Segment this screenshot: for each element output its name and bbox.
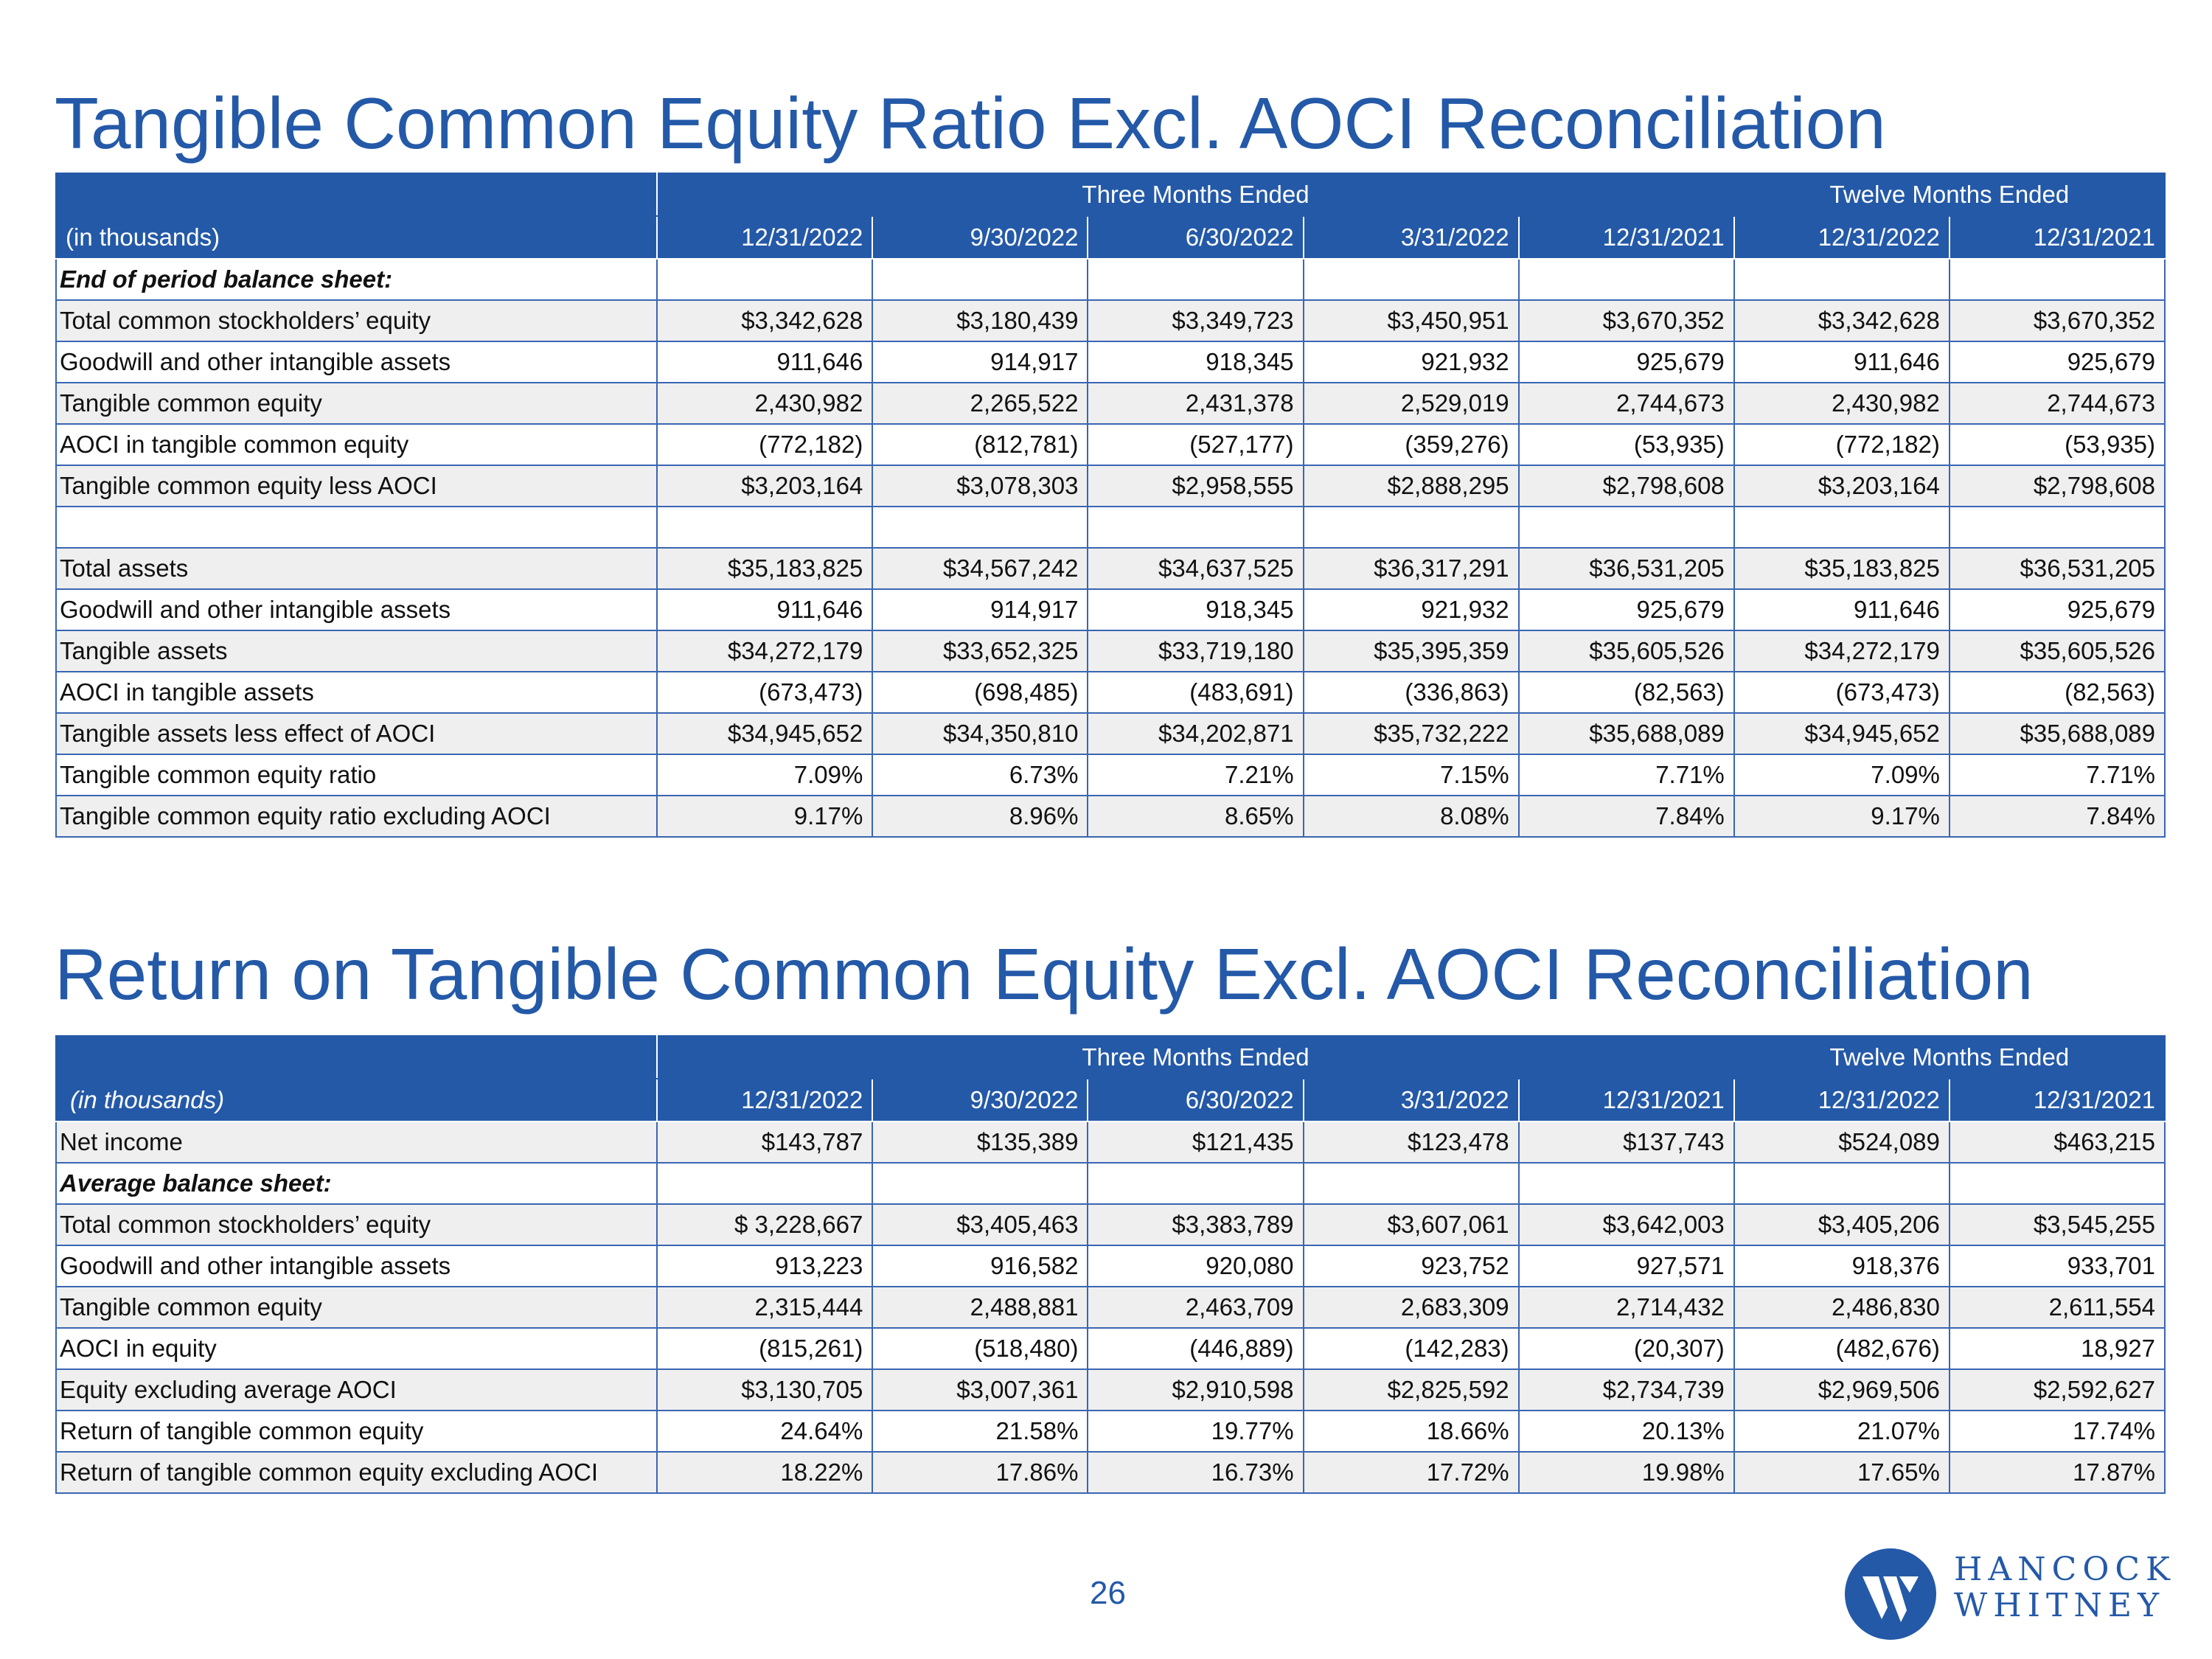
value-cell: 8.08% xyxy=(1304,796,1519,837)
value-cell: $121,435 xyxy=(1088,1121,1303,1163)
row-label: Tangible common equity ratio xyxy=(56,754,657,796)
value-cell: $2,798,608 xyxy=(1950,465,2165,507)
table-row xyxy=(56,796,2165,837)
value-cell: $2,888,295 xyxy=(1304,465,1519,507)
value-cell: $143,787 xyxy=(657,1121,872,1163)
value-cell: 6.73% xyxy=(872,754,1088,796)
value-cell: $35,732,222 xyxy=(1304,713,1519,754)
row-label: Average balance sheet: xyxy=(56,1163,657,1204)
table-row xyxy=(56,1369,2165,1411)
value-cell xyxy=(1950,259,2165,300)
value-cell: 925,679 xyxy=(1950,589,2165,630)
value-cell: $35,395,359 xyxy=(1304,630,1519,672)
value-cell: $463,215 xyxy=(1950,1121,2165,1163)
value-cell: 918,376 xyxy=(1734,1245,1950,1287)
date-header: 6/30/2022 xyxy=(1088,216,1303,259)
value-cell: 918,345 xyxy=(1088,341,1303,383)
table-row xyxy=(56,1204,2165,1245)
value-cell: 911,646 xyxy=(1734,341,1950,383)
table-row xyxy=(56,1328,2165,1369)
value-cell: 21.58% xyxy=(872,1411,1088,1452)
row-label: Return of tangible common equity xyxy=(56,1411,657,1452)
units-label: (in thousands) xyxy=(56,216,657,259)
value-cell: $2,592,627 xyxy=(1950,1369,2165,1411)
value-cell: 18.66% xyxy=(1304,1411,1519,1452)
value-cell: $34,945,652 xyxy=(1734,713,1950,754)
date-header: 3/31/2022 xyxy=(1304,1079,1519,1121)
value-cell: 8.65% xyxy=(1088,796,1303,837)
value-cell: (82,563) xyxy=(1950,672,2165,713)
table-row xyxy=(56,1411,2165,1452)
value-cell: 17.72% xyxy=(1304,1452,1519,1493)
value-cell xyxy=(1734,507,1950,548)
value-cell: 19.77% xyxy=(1088,1411,1303,1452)
table-row xyxy=(56,1287,2165,1328)
blank-header-cell xyxy=(56,1036,657,1079)
value-cell: (772,182) xyxy=(657,424,872,465)
value-cell: $3,342,628 xyxy=(657,300,872,341)
row-label: Total assets xyxy=(56,548,657,589)
date-header: 12/31/2022 xyxy=(1734,216,1950,259)
table-row xyxy=(56,630,2165,672)
value-cell: $3,342,628 xyxy=(1734,300,1950,341)
value-cell: 17.86% xyxy=(872,1452,1088,1493)
value-cell xyxy=(657,507,872,548)
value-cell: 2,463,709 xyxy=(1088,1287,1303,1328)
twelve-months-header: Twelve Months Ended xyxy=(1734,1036,2165,1079)
date-header: 12/31/2021 xyxy=(1519,216,1734,259)
date-header: 6/30/2022 xyxy=(1088,1079,1303,1121)
value-cell: $35,183,825 xyxy=(657,548,872,589)
value-cell: (20,307) xyxy=(1519,1328,1734,1369)
value-cell: (815,261) xyxy=(657,1328,872,1369)
value-cell xyxy=(1519,1163,1734,1204)
value-cell: 911,646 xyxy=(657,589,872,630)
value-cell: $2,969,506 xyxy=(1734,1369,1950,1411)
value-cell: 7.71% xyxy=(1950,754,2165,796)
rotce-title: Return on Tangible Common Equity Excl. AOCI Reconciliation xyxy=(55,933,2034,1015)
table-row xyxy=(56,1163,2165,1204)
value-cell: 2,430,982 xyxy=(1734,383,1950,424)
units-label: (in thousands) xyxy=(56,1079,657,1121)
date-header-row xyxy=(56,216,2165,259)
value-cell: $35,605,526 xyxy=(1950,630,2165,672)
value-cell: $3,383,789 xyxy=(1088,1204,1303,1245)
group-header-row xyxy=(56,1036,2165,1079)
value-cell: 17.65% xyxy=(1734,1452,1950,1493)
value-cell: (673,473) xyxy=(657,672,872,713)
row-label: AOCI in equity xyxy=(56,1328,657,1369)
value-cell: (482,676) xyxy=(1734,1328,1950,1369)
value-cell: $3,642,003 xyxy=(1519,1204,1734,1245)
date-header: 9/30/2022 xyxy=(872,216,1088,259)
table-row xyxy=(56,672,2165,713)
value-cell: $34,202,871 xyxy=(1088,713,1303,754)
value-cell: 7.09% xyxy=(657,754,872,796)
value-cell: $3,670,352 xyxy=(1519,300,1734,341)
row-label: AOCI in tangible assets xyxy=(56,672,657,713)
value-cell: 21.07% xyxy=(1734,1411,1950,1452)
value-cell: 2,683,309 xyxy=(1304,1287,1519,1328)
row-label: Tangible common equity ratio excluding AOCI xyxy=(56,796,657,837)
value-cell: 925,679 xyxy=(1519,589,1734,630)
value-cell: $34,637,525 xyxy=(1088,548,1303,589)
row-label: End of period balance sheet: xyxy=(56,259,657,300)
value-cell: 911,646 xyxy=(1734,589,1950,630)
table-row xyxy=(56,1245,2165,1287)
value-cell: $137,743 xyxy=(1519,1121,1734,1163)
value-cell: (359,276) xyxy=(1304,424,1519,465)
row-label xyxy=(56,507,657,548)
value-cell: 2,315,444 xyxy=(657,1287,872,1328)
row-label: Tangible common equity xyxy=(56,383,657,424)
value-cell: $3,203,164 xyxy=(657,465,872,507)
value-cell: 925,679 xyxy=(1519,341,1734,383)
value-cell: 923,752 xyxy=(1304,1245,1519,1287)
value-cell xyxy=(872,259,1088,300)
value-cell xyxy=(1519,507,1734,548)
value-cell: 2,486,830 xyxy=(1734,1287,1950,1328)
value-cell: 911,646 xyxy=(657,341,872,383)
value-cell: (518,480) xyxy=(872,1328,1088,1369)
value-cell: 24.64% xyxy=(657,1411,872,1452)
twelve-months-header: Twelve Months Ended xyxy=(1734,173,2165,216)
value-cell xyxy=(657,1163,872,1204)
value-cell: $34,272,179 xyxy=(1734,630,1950,672)
date-header: 12/31/2021 xyxy=(1950,216,2165,259)
date-header-row xyxy=(56,1079,2165,1121)
logo-line-2: WHITNEY xyxy=(1954,1587,2165,1625)
three-months-header: Three Months Ended xyxy=(657,1036,1734,1079)
value-cell: 2,744,673 xyxy=(1519,383,1734,424)
value-cell xyxy=(872,1163,1088,1204)
table-row xyxy=(56,383,2165,424)
table-row xyxy=(56,259,2165,300)
value-cell: (698,485) xyxy=(872,672,1088,713)
value-cell: 7.15% xyxy=(1304,754,1519,796)
page-number: 26 xyxy=(1090,1575,1126,1611)
value-cell: $33,652,325 xyxy=(872,630,1088,672)
value-cell xyxy=(1734,1163,1950,1204)
value-cell: 8.96% xyxy=(872,796,1088,837)
value-cell: (483,691) xyxy=(1088,672,1303,713)
value-cell: $3,670,352 xyxy=(1950,300,2165,341)
value-cell xyxy=(1519,259,1734,300)
value-cell: $3,405,206 xyxy=(1734,1204,1950,1245)
logo-wordmark xyxy=(1954,1551,2176,1624)
value-cell: 7.21% xyxy=(1088,754,1303,796)
date-header: 3/31/2022 xyxy=(1304,216,1519,259)
value-cell: $2,910,598 xyxy=(1088,1369,1303,1411)
value-cell: 2,265,522 xyxy=(872,383,1088,424)
value-cell: 933,701 xyxy=(1950,1245,2165,1287)
value-cell: $3,405,463 xyxy=(872,1204,1088,1245)
row-label: Goodwill and other intangible assets xyxy=(56,341,657,383)
value-cell: 2,431,378 xyxy=(1088,383,1303,424)
value-cell xyxy=(1088,507,1303,548)
value-cell: 7.71% xyxy=(1519,754,1734,796)
date-header: 12/31/2022 xyxy=(1734,1079,1950,1121)
value-cell: $3,007,361 xyxy=(872,1369,1088,1411)
value-cell: $3,130,705 xyxy=(657,1369,872,1411)
value-cell: 2,488,881 xyxy=(872,1287,1088,1328)
value-cell: 7.09% xyxy=(1734,754,1950,796)
date-header: 12/31/2021 xyxy=(1950,1079,2165,1121)
value-cell: $36,531,205 xyxy=(1950,548,2165,589)
value-cell: 918,345 xyxy=(1088,589,1303,630)
table-row xyxy=(56,548,2165,589)
value-cell: $524,089 xyxy=(1734,1121,1950,1163)
value-cell: 2,744,673 xyxy=(1950,383,2165,424)
value-cell xyxy=(1950,507,2165,548)
date-header: 12/31/2021 xyxy=(1519,1079,1734,1121)
value-cell: (53,935) xyxy=(1519,424,1734,465)
value-cell: 18.22% xyxy=(657,1452,872,1493)
value-cell: $2,734,739 xyxy=(1519,1369,1734,1411)
tce-ratio-body xyxy=(56,259,2165,837)
value-cell: $36,317,291 xyxy=(1304,548,1519,589)
value-cell: (527,177) xyxy=(1088,424,1303,465)
table-row xyxy=(56,300,2165,341)
value-cell: 17.74% xyxy=(1950,1411,2165,1452)
value-cell: $33,719,180 xyxy=(1088,630,1303,672)
value-cell xyxy=(1304,507,1519,548)
value-cell xyxy=(1734,259,1950,300)
value-cell: 2,611,554 xyxy=(1950,1287,2165,1328)
blank-header-cell xyxy=(56,173,657,216)
value-cell: $ 3,228,667 xyxy=(657,1204,872,1245)
value-cell xyxy=(1304,1163,1519,1204)
value-cell xyxy=(1304,259,1519,300)
value-cell: (142,283) xyxy=(1304,1328,1519,1369)
table-row xyxy=(56,713,2165,754)
table-row xyxy=(56,507,2165,548)
row-label: Tangible assets less effect of AOCI xyxy=(56,713,657,754)
value-cell: $34,272,179 xyxy=(657,630,872,672)
value-cell: $3,078,303 xyxy=(872,465,1088,507)
value-cell: $35,688,089 xyxy=(1519,713,1734,754)
value-cell xyxy=(657,259,872,300)
value-cell xyxy=(872,507,1088,548)
value-cell: 2,714,432 xyxy=(1519,1287,1734,1328)
row-label: Total common stockholders’ equity xyxy=(56,1204,657,1245)
value-cell: 9.17% xyxy=(657,796,872,837)
value-cell xyxy=(1088,1163,1303,1204)
three-months-header: Three Months Ended xyxy=(657,173,1734,216)
value-cell: $123,478 xyxy=(1304,1121,1519,1163)
value-cell: 19.98% xyxy=(1519,1452,1734,1493)
rotce-body xyxy=(56,1121,2165,1493)
value-cell: 921,932 xyxy=(1304,341,1519,383)
table-row xyxy=(56,341,2165,383)
value-cell: $34,945,652 xyxy=(657,713,872,754)
value-cell: $3,203,164 xyxy=(1734,465,1950,507)
tce-ratio-table xyxy=(55,173,2166,838)
value-cell: $35,605,526 xyxy=(1519,630,1734,672)
value-cell: $3,180,439 xyxy=(872,300,1088,341)
value-cell: 925,679 xyxy=(1950,341,2165,383)
value-cell: 2,529,019 xyxy=(1304,383,1519,424)
date-header: 12/31/2022 xyxy=(657,216,872,259)
row-label: Net income xyxy=(56,1121,657,1163)
date-header: 9/30/2022 xyxy=(872,1079,1088,1121)
value-cell: 17.87% xyxy=(1950,1452,2165,1493)
value-cell: 7.84% xyxy=(1950,796,2165,837)
date-header: 12/31/2022 xyxy=(657,1079,872,1121)
row-label: Tangible common equity xyxy=(56,1287,657,1328)
value-cell: $3,450,951 xyxy=(1304,300,1519,341)
value-cell: $3,349,723 xyxy=(1088,300,1303,341)
value-cell: 927,571 xyxy=(1519,1245,1734,1287)
value-cell: 913,223 xyxy=(657,1245,872,1287)
value-cell: (812,781) xyxy=(872,424,1088,465)
value-cell: 2,430,982 xyxy=(657,383,872,424)
row-label: Goodwill and other intangible assets xyxy=(56,589,657,630)
value-cell: 916,582 xyxy=(872,1245,1088,1287)
table-row xyxy=(56,1121,2165,1163)
tce-ratio-title: Tangible Common Equity Ratio Excl. AOCI Reconciliation xyxy=(55,83,1886,164)
value-cell: $34,567,242 xyxy=(872,548,1088,589)
value-cell: (336,863) xyxy=(1304,672,1519,713)
table-row xyxy=(56,589,2165,630)
value-cell: $135,389 xyxy=(872,1121,1088,1163)
value-cell: (53,935) xyxy=(1950,424,2165,465)
value-cell: 7.84% xyxy=(1519,796,1734,837)
value-cell: 20.13% xyxy=(1519,1411,1734,1452)
row-label: Goodwill and other intangible assets xyxy=(56,1245,657,1287)
value-cell: $36,531,205 xyxy=(1519,548,1734,589)
value-cell: $2,958,555 xyxy=(1088,465,1303,507)
value-cell xyxy=(1088,259,1303,300)
value-cell: $3,545,255 xyxy=(1950,1204,2165,1245)
value-cell: $35,183,825 xyxy=(1734,548,1950,589)
value-cell: $2,798,608 xyxy=(1519,465,1734,507)
value-cell: (772,182) xyxy=(1734,424,1950,465)
table-row xyxy=(56,754,2165,796)
value-cell: $35,688,089 xyxy=(1950,713,2165,754)
value-cell: $3,607,061 xyxy=(1304,1204,1519,1245)
row-label: Return of tangible common equity excluding AOCI xyxy=(56,1452,657,1493)
hancock-whitney-logo-icon xyxy=(1845,1548,1936,1640)
value-cell: 18,927 xyxy=(1950,1328,2165,1369)
row-label: Tangible assets xyxy=(56,630,657,672)
group-header-row xyxy=(56,173,2165,216)
value-cell: (446,889) xyxy=(1088,1328,1303,1369)
value-cell: 16.73% xyxy=(1088,1452,1303,1493)
table-row xyxy=(56,465,2165,507)
value-cell: 920,080 xyxy=(1088,1245,1303,1287)
value-cell: $34,350,810 xyxy=(872,713,1088,754)
value-cell: 9.17% xyxy=(1734,796,1950,837)
value-cell xyxy=(1950,1163,2165,1204)
row-label: AOCI in tangible common equity xyxy=(56,424,657,465)
row-label: Total common stockholders’ equity xyxy=(56,300,657,341)
value-cell: 914,917 xyxy=(872,341,1088,383)
value-cell: (82,563) xyxy=(1519,672,1734,713)
row-label: Tangible common equity less AOCI xyxy=(56,465,657,507)
logo-line-1: HANCOCK xyxy=(1954,1551,2176,1588)
row-label: Equity excluding average AOCI xyxy=(56,1369,657,1411)
value-cell: (673,473) xyxy=(1734,672,1950,713)
value-cell: 914,917 xyxy=(872,589,1088,630)
rotce-table xyxy=(55,1035,2166,1494)
value-cell: $2,825,592 xyxy=(1304,1369,1519,1411)
value-cell: 921,932 xyxy=(1304,589,1519,630)
table-row xyxy=(56,1452,2165,1493)
table-row xyxy=(56,424,2165,465)
